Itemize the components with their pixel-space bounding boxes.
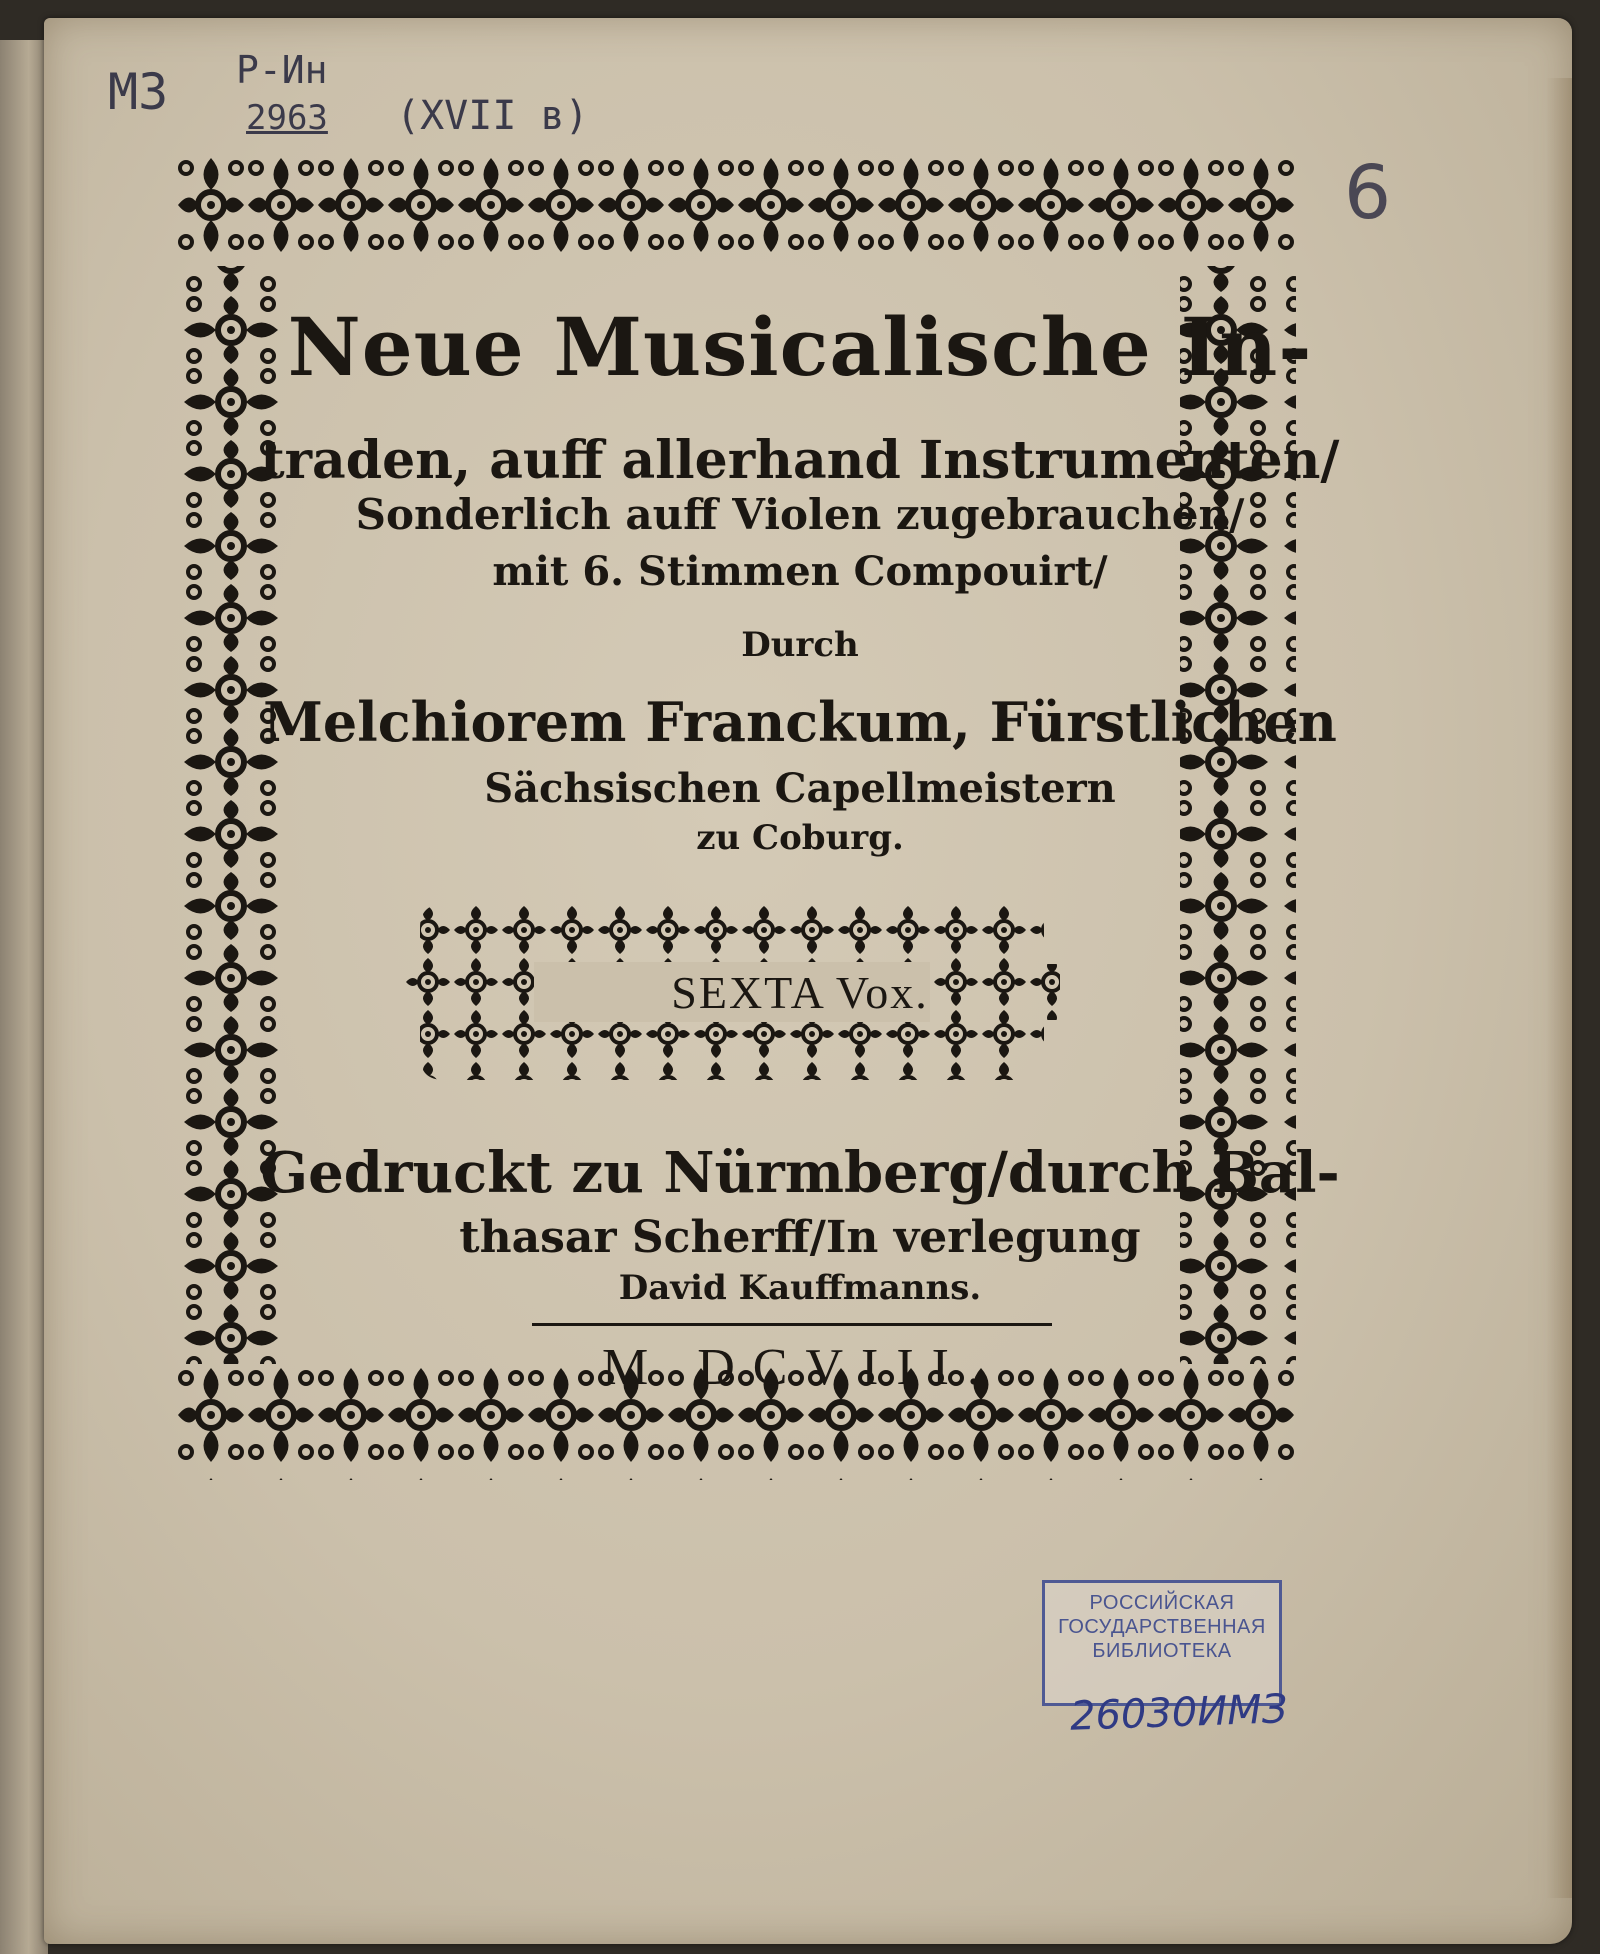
author-line-3: zu Coburg. <box>696 818 904 858</box>
shelf-mark-top: Р-Ин <box>236 48 328 92</box>
shelf-mark-right: (XVII в) <box>396 93 589 139</box>
year-rule <box>532 1323 1052 1326</box>
stamp-line-3: БИБЛИОТЕКА <box>1092 1640 1232 1662</box>
stamp-line-2: ГОСУДАРСТВЕННАЯ <box>1058 1616 1266 1638</box>
author-line-2: Sächsischen Capellmeistern <box>484 765 1116 812</box>
author-line-1: Melchiorem Franckum, Fürstlichen <box>263 690 1337 754</box>
title-line-4: mit 6. Stimmen Compouirt/ <box>492 548 1108 595</box>
imprint-line-2: thasar Scherff/In verlegung <box>459 1212 1141 1263</box>
page-number: 6 <box>1344 150 1392 236</box>
publication-year: M DCVIII. <box>602 1339 998 1396</box>
imprint-line-3: David Kauffmanns. <box>618 1268 982 1308</box>
shelf-mark-left: МЗ <box>108 63 169 121</box>
title-line-2: traden, auff allerhand Instrumenten/ <box>260 430 1340 491</box>
title-line-1: Neue Musicalische In- <box>287 300 1313 394</box>
durch-label: Durch <box>741 625 859 665</box>
stamp-accession-number: 26030ИМЗ <box>1069 1686 1289 1740</box>
shelf-mark-bottom: 2963 <box>246 98 328 138</box>
title-line-3: Sonderlich auff Violen zugebrauchen/ <box>355 490 1245 539</box>
stamp-line-1: РОССИЙСКАЯ <box>1089 1592 1235 1614</box>
imprint-line-1: Gedruckt zu Nürmberg/durch Bal- <box>260 1140 1340 1206</box>
voice-label: SEXTA Vox. <box>671 967 929 1018</box>
